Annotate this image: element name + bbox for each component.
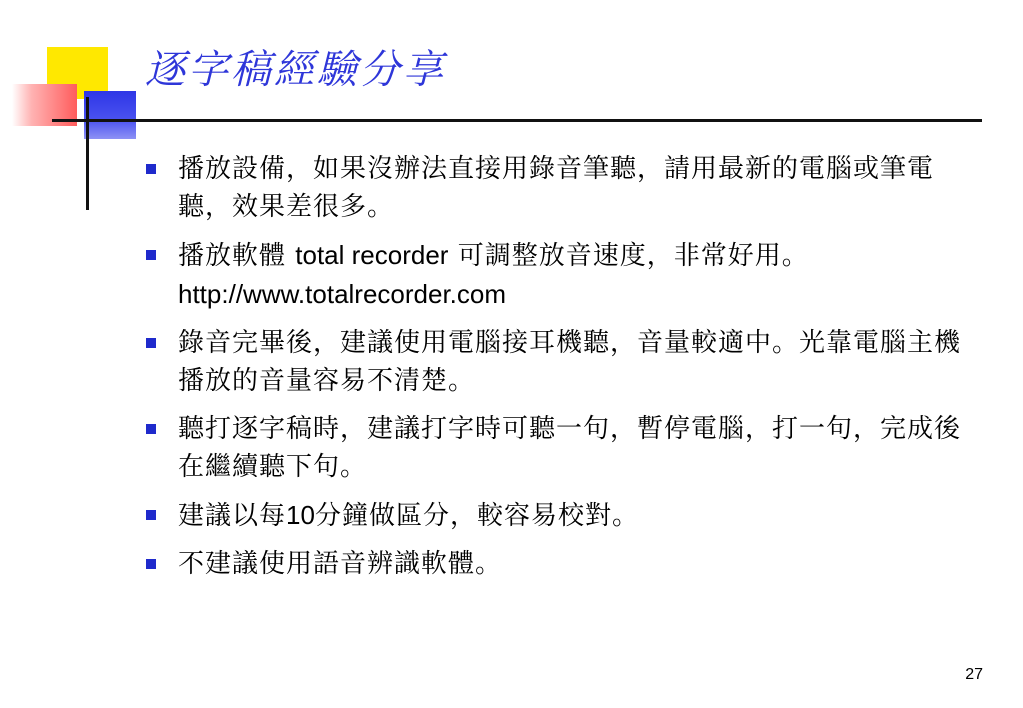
slide-title: 逐字稿經驗分享: [145, 47, 446, 93]
minutes-number: 10: [286, 500, 315, 530]
bullet-item-transcribing: [145, 410, 985, 486]
bullet-item-speech-recognition: [145, 545, 985, 583]
bullet-text: 不建議使用語音辨識軟體。: [178, 549, 503, 579]
bullet-item-playback-device: [145, 150, 985, 226]
bullet-item-after-recording: [145, 324, 985, 400]
bullet-item-playback-software: [145, 236, 985, 314]
bullet-text: 聽打逐字稿時，建議打字時可聽一句，暫停電腦，打一句，完成後在繼續聽下句。: [178, 414, 962, 482]
bullet-text-part: 分鐘做區分，較容易校對。: [314, 501, 639, 531]
bullet-text: [178, 236, 985, 314]
bullet-list: [145, 150, 985, 593]
bullet-square-icon: [146, 424, 156, 434]
bullet-text: 錄音完畢後，建議使用電腦接耳機聽，音量較適中。光靠電腦主機播放的音量容易不清楚。: [178, 328, 962, 396]
bullet-text-part: 可調整放音速度，非常好用。: [448, 241, 809, 271]
bullet-item-segmenting: [145, 496, 985, 535]
vertical-rule: [86, 97, 89, 210]
bullet-text-part: 播放軟體: [178, 241, 296, 271]
bullet-text-part: 建議以每: [178, 501, 287, 531]
bullet-square-icon: [146, 250, 156, 260]
bullet-square-icon: [146, 559, 156, 569]
software-url-link[interactable]: http://www.totalrecorder.com: [178, 279, 507, 309]
software-name: total recorder: [295, 240, 449, 270]
bullet-square-icon: [146, 164, 156, 174]
page-number: 27: [965, 666, 983, 683]
bullet-square-icon: [146, 510, 156, 520]
bullet-text: [178, 496, 985, 535]
decor-blue-square: [84, 91, 136, 139]
bullet-square-icon: [146, 338, 156, 348]
bullet-text: 播放設備，如果沒辦法直接用錄音筆聽，請用最新的電腦或筆電聽，效果差很多。: [178, 154, 935, 222]
title-underline-rule: [52, 119, 982, 122]
